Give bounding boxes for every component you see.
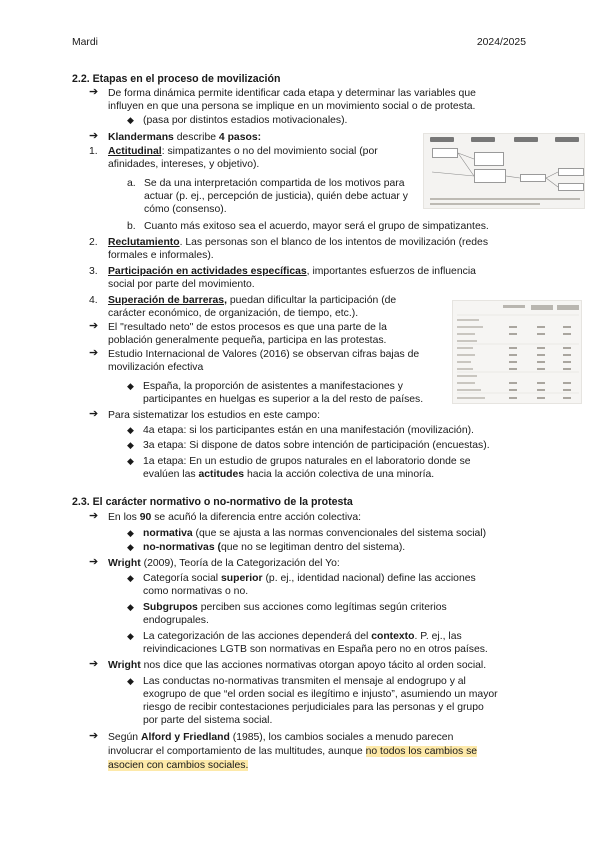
text-line: riesgo de recibir contestaciones perjudiciales para las personas y el grupo [143,702,484,713]
underlined-term: Superación de barreras, [108,295,227,306]
text: evalúen las [143,469,199,480]
bold-text: Subgrupos [143,602,198,613]
section-title-2-2: 2.2. Etapas en el proceso de movilización [72,73,281,85]
text-line: (pasa por distintos estadios motivacionales). [143,115,348,126]
text-line: actuar (p. ej., percepción de justicia), quién debe actuar y [144,191,408,202]
klandermans-line [108,131,261,144]
alford-line [108,731,453,744]
text-line: afinidades, intereses, y objetivo). [108,159,260,170]
text-line: El "resultado neto" de estos procesos es que una parte de la [108,322,387,333]
diamond-bullet-icon: ◆ [127,456,134,466]
text: , importantes esfuerzos de influencia [306,266,476,277]
list-number: 4. [89,295,98,306]
bold-text: Klandermans [108,132,174,143]
diamond-bullet-icon: ◆ [127,425,134,435]
diamond-bullet-icon: ◆ [127,631,134,641]
bold-text: Wright [108,660,141,671]
diamond-bullet-icon: ◆ [127,573,134,583]
bold-text: no-normativas ( [143,542,221,553]
reclutamiento-line [108,236,488,249]
arrow-icon: ➔ [89,408,99,420]
text: . P. ej., las [414,631,462,642]
bold-text: contexto [371,631,415,642]
text: perciben sus acciones como legítimas según criterios [197,602,447,613]
no-normativas-line [143,541,405,554]
text-line: Para sistematizar los estudios en este campo: [108,410,320,421]
bold-text: Alford y Friedland [140,732,230,743]
text-line: exogrupo de que “el orden social es ilegítimo e injusto”, asumiendo un mayor [143,689,498,700]
values-study-table-figure [452,300,582,404]
list-number: 3. [89,266,98,277]
text: (1985), los cambios sociales a menudo parecen [229,732,454,743]
text-line: 3a etapa: Si dispone de datos sobre intención de participación (encuestas). [143,440,490,451]
underlined-term: Reclutamiento [108,237,180,248]
highlighted-line [108,759,248,772]
diamond-bullet-icon: ◆ [127,440,134,450]
wright-line [108,557,340,570]
text: Según [108,732,141,743]
text-line: Estudio Internacional de Valores (2016) se observan cifras bajas de [108,349,420,360]
text-line: cómo (consenso). [144,204,227,215]
categoria-line [143,572,476,585]
text-line: participantes en huelgas es superior a la del resto de países. [143,394,424,405]
section-title-2-3: 2.3. El carácter normativo o no-normativo de la protesta [72,496,353,508]
text: La categorización de las acciones dependerá del [143,631,372,642]
bold-text: actitudes [198,469,245,480]
diamond-bullet-icon: ◆ [127,676,134,686]
subgrupos-line [143,601,447,614]
bold-text: Wright [108,558,141,569]
bold-text: normativa [143,528,193,539]
list-letter: a. [127,178,136,189]
list-number: 1. [89,146,98,157]
text: hacia la acción colectiva de una minoría. [244,469,435,480]
diamond-bullet-icon: ◆ [127,381,134,391]
arrow-icon: ➔ [89,730,99,742]
bold-text: 90 [139,512,152,523]
page-header-right: 2024/2025 [476,37,526,48]
actitudes-line [143,468,434,481]
text-line: reivindicaciones LGTB son normativas en España pero no en otros países. [143,644,488,655]
text: involucrar el comportamiento de las multitudes, aunque [108,746,366,757]
list-number: 2. [89,237,98,248]
diamond-bullet-icon: ◆ [127,602,134,612]
normativa-line [143,527,486,540]
noventa-line [108,511,361,524]
diamond-bullet-icon: ◆ [127,542,134,552]
contexto-line [143,630,462,643]
list-letter: b. [127,221,136,232]
diamond-bullet-icon: ◆ [127,528,134,538]
text-line: movilización efectiva [108,362,204,373]
text-line: población generalmente pequeña, participa en las protestas. [108,335,387,346]
text-line: De forma dinámica permite identificar cada etapa y determinar las variables que [108,88,476,99]
text-line: por parte del sistema social. [143,715,273,726]
bold-text: superior [220,573,263,584]
highlighted-text: no todos los cambios se [365,746,478,757]
table-thumbnail [453,301,583,405]
actitudinal-line [108,145,378,158]
text-line: influyen en que una persona se implique en un movimiento social o de protesta. [108,101,476,112]
text-line: como normativas o no. [143,586,249,597]
participacion-line [108,265,476,278]
klandermans-diagram-figure [423,133,585,209]
diamond-bullet-icon: ◆ [127,115,134,125]
text: (p. ej., identidad nacional) define las acciones [262,573,476,584]
text: que no se legitiman dentro del sistema). [220,542,406,553]
text: puedan dificultar la participación (de [226,295,397,306]
text-line: España, la proporción de asistentes a manifestaciones y [143,381,403,392]
text: . Las personas son el blanco de los intentos de movilización (redes [179,237,489,248]
bold-text: 4 pasos: [218,132,262,143]
arrow-icon: ➔ [89,130,99,142]
superacion-line [108,294,396,307]
text: se acuñó la diferencia entre acción colectiva: [151,512,361,523]
underlined-term: Actitudinal [108,146,162,157]
arrow-icon: ➔ [89,86,99,98]
text-line: 1a etapa: En un estudio de grupos naturales en el laboratorio donde se [143,456,471,467]
arrow-icon: ➔ [89,510,99,522]
arrow-icon: ➔ [89,320,99,332]
diagram-connectors [424,134,586,210]
text-line: endogrupales. [143,615,209,626]
text: nos dice que las acciones normativas otorgan apoyo tácito al orden social. [140,660,487,671]
highlighted-text: asocien con cambios sociales. [108,760,249,771]
text-line: Cuanto más exitoso sea el acuerdo, mayor será el grupo de simpatizantes. [144,221,489,232]
text-line: Las conductas no-normativas transmiten el mensaje al endogrupo y al [143,676,466,687]
text-line: social por parte del movimiento. [108,279,255,290]
text-line: 4a etapa: si los participantes están en una manifestación (movilización). [143,425,474,436]
multitudes-line [108,745,477,758]
text: describe [173,132,219,143]
underlined-term: Participación en actividades específicas [108,266,307,277]
text: : simpatizantes o no del movimiento social (por [161,146,378,157]
text-line: Se da una interpretación compartida de los motivos para [144,178,405,189]
text-line: carácter económico, de organización, de tiempo, etc.). [108,308,359,319]
arrow-icon: ➔ [89,347,99,359]
text-line: formales e informales). [108,250,214,261]
text: (que se ajusta a las normas convencionales del sistema social) [192,528,487,539]
text: (2009), Teoría de la Categorización del Yo: [140,558,340,569]
text: Categoría social [143,573,221,584]
wright-2-line [108,659,486,672]
text: En los [108,512,140,523]
page-header-left: Mardi [72,37,98,48]
arrow-icon: ➔ [89,556,99,568]
arrow-icon: ➔ [89,658,99,670]
